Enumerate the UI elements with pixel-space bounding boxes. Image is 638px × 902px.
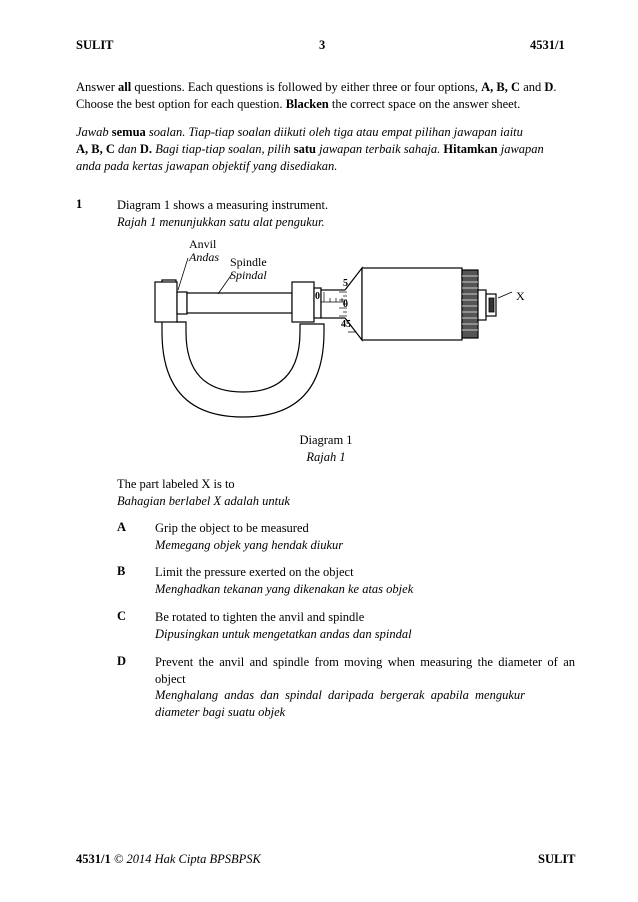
footer-right: SULIT xyxy=(538,852,576,866)
anvil-block xyxy=(155,282,177,322)
thimble-5: 5 xyxy=(343,278,348,289)
option-c-letter: C xyxy=(117,609,127,623)
question-prompt: The part labeled X is to Bahagian berlabel X adalah untuk xyxy=(117,477,290,508)
question-stem: Diagram 1 shows a measuring instrument. Rajah 1 menunjukkan satu alat pengukur. xyxy=(117,198,329,229)
footer-left: 4531/1 © 2014 Hak Cipta BPSBPSK xyxy=(76,852,261,866)
micrometer-diagram xyxy=(140,232,540,422)
diagram-caption: Diagram 1 Rajah 1 xyxy=(299,433,353,464)
option-b[interactable]: Limit the pressure exerted on the object Menghadkan tekanan yang dikenakan ke atas objek xyxy=(155,565,414,596)
label-spindal: Spindal xyxy=(230,268,267,282)
page-number: 3 xyxy=(319,38,326,52)
label-andas: Andas xyxy=(189,250,219,264)
x-leader xyxy=(498,292,512,298)
option-d-letter: D xyxy=(117,654,127,668)
option-d[interactable]: Prevent the anvil and spindle from moving when measuring the diameter of an object Menghalang andas dan spindal daripada bergerak apabila mengukur diameter bagi suatu objek xyxy=(155,655,575,719)
label-spindle: Spindle xyxy=(230,255,267,269)
option-a-letter: A xyxy=(117,520,127,534)
header-right: 4531/1 xyxy=(530,38,565,52)
option-b-letter: B xyxy=(117,564,126,578)
thimble-0: 0 xyxy=(343,299,348,310)
label-anvil: Anvil xyxy=(189,237,217,251)
thimble-45: 45 xyxy=(341,319,351,330)
frame-block xyxy=(292,282,314,322)
label-x: X xyxy=(516,289,525,303)
option-c[interactable]: Be rotated to tighten the anvil and spindle Dipusingkan untuk mengetatkan andas dan spindal xyxy=(155,610,412,641)
spindle xyxy=(187,293,292,313)
question-number: 1 xyxy=(76,197,83,211)
thimble xyxy=(362,268,462,340)
instructions-en: Answer all questions. Each questions is followed by either three or four options, A, B, C and D. Choose the best option for each question. Blacken the correct space on the answer sheet. xyxy=(76,80,557,111)
anvil-leader xyxy=(178,258,188,290)
option-a[interactable]: Grip the object to be measured Memegang objek yang hendak diukur xyxy=(155,521,344,552)
sleeve-zero: 0 xyxy=(315,291,320,302)
ratchet-knurl xyxy=(462,270,478,338)
ratchet-cap xyxy=(478,290,486,320)
instructions-ms: Jawab semua soalan. Tiap-tiap soalan diikuti oleh tiga atau empat pilihan jawapan iaitu A, B, C dan D. Bagi tiap-tiap soalan, pilih satu jawapan terbaik sahaja. Hitamkan jawapan anda pada kertas jawapan objektif yang disediakan. xyxy=(76,125,544,173)
anvil xyxy=(177,292,187,314)
header-left: SULIT xyxy=(76,38,114,52)
